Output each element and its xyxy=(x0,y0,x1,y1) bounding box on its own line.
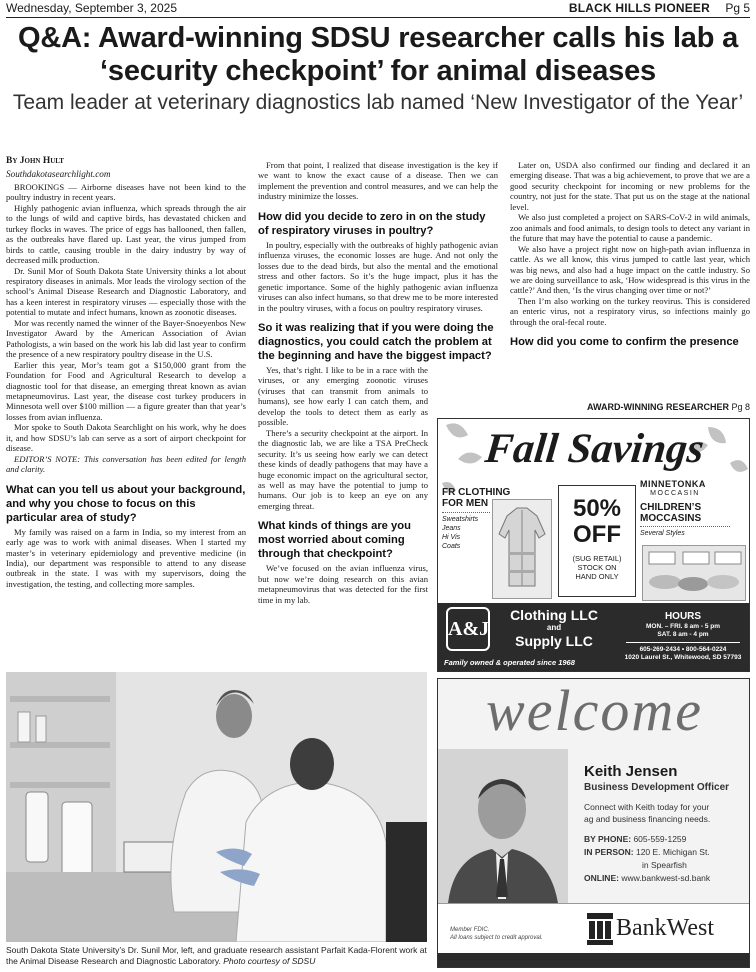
question-heading: So it was realizing that if you were doing the diagnostics, you could catch the problem at the beginning and have the biggest impact? xyxy=(258,321,494,362)
paragraph: Yes, that’s right. I like to be in a race with the viruses, or any emerging zoonotic viruses (viruses that can transmit from animals to humans), see how early I can catch them, and develop the tools to detect them as early as possible. xyxy=(258,364,428,428)
paragraph: My family was raised on a farm in India, so my interest from an early age was to work with animal diseases. When I started my master’s in veterinary epidemiology and preventive medicine (in India), our department was responsible to attend to any disease outbreak in the state. I was with my supervisors, doing the investigation, the testing, and collecting more samples. xyxy=(6,526,246,589)
fdic-note xyxy=(450,926,543,942)
paragraph: Mor spoke to South Dakota Searchlight on his work, why he does it, and how SDSU’s lab can serve as a sort of airport checkpoint for disease. xyxy=(6,422,246,454)
connect-line: ag and business financing needs. xyxy=(584,814,711,824)
jump-page: Pg 8 xyxy=(731,402,750,412)
online-value[interactable]: www.bankwest-sd.bank xyxy=(621,873,711,883)
question-heading: How did you come to confirm the presence xyxy=(510,336,739,349)
fdic-line: All loans subject to credit approval. xyxy=(450,935,543,941)
officer-name: Keith Jensen xyxy=(584,763,678,780)
byline: By John Hult xyxy=(6,156,64,166)
fr-item: Coats xyxy=(442,543,461,550)
store-tagline: Family owned & operated since 1968 xyxy=(444,658,575,667)
fall-savings-ad[interactable] xyxy=(437,418,750,672)
jump-label: AWARD-WINNING RESEARCHER xyxy=(586,402,729,412)
question-heading: What kinds of things are you most worried about coming through that checkpoint? xyxy=(258,520,411,561)
aj-logo: A&J xyxy=(446,607,490,651)
fr-item: Sweatshirts xyxy=(442,516,479,523)
photo-caption xyxy=(6,945,427,967)
fr-title: FR CLOTHING xyxy=(442,487,511,498)
store-name-2: Supply LLC xyxy=(515,633,593,649)
page-header xyxy=(6,0,750,18)
contact-online[interactable] xyxy=(584,872,750,885)
welcome-script: welcome xyxy=(486,678,703,743)
fdic-line: Member FDIC. xyxy=(450,927,490,933)
minnetonka-sub: MOCCASIN xyxy=(650,490,700,497)
contact-phone xyxy=(584,833,750,846)
divider xyxy=(626,642,740,643)
paragraph: Dr. Sunil Mor of South Dakota State University thinks a lot about respiratory diseases in animals. Mor leads the virology section of the school’s Animal Disease Research and Diagnostic Laboratory, and has a keen interest in respiratory viruses — especially those with the potential to mutate and infect humans, known as zoonotic diseases. xyxy=(6,265,246,318)
jacket-icon xyxy=(493,500,551,598)
discount-note: HAND ONLY xyxy=(575,572,619,581)
person-value: 120 E. Michigan St. xyxy=(635,847,710,857)
article-column-3 xyxy=(510,160,750,351)
paragraph: From that point, I realized that disease investigation is the key if we want to know the exact cause of a disease. Then we can implement the prevention and control measures, and we can help the industry minimize the losses. xyxy=(258,160,498,202)
hours-title: HOURS xyxy=(664,611,702,622)
paragraph: Later on, USDA also confirmed our finding and declared it an emerging disease. That was a big achievement, to prove that we are a good security checkpoint for incoming or new problems for the country, not just for the state. That put us on the stage at the national level. xyxy=(510,160,750,212)
divider xyxy=(442,512,490,513)
paragraph: Then I’m also working on the turkey reovirus. This is considered an enteric virus, not a respiratory virus, so infections mainly go through the oral-fecal route. xyxy=(510,295,750,327)
editors-note: EDITOR’S NOTE: This conversation has been edited for length and clarity. xyxy=(6,453,246,475)
store-phones: 605-269-2434 • 800-564-0224 xyxy=(639,646,727,653)
moccasin-image xyxy=(642,545,746,601)
store-address: 1020 Laurel St., Whitewood, SD 57793 xyxy=(624,654,742,661)
question-heading: What can you tell us about your background, and why you chose to focus on this particular area of study? xyxy=(6,483,246,524)
phone-value: 605-559-1259 xyxy=(633,834,687,844)
bank-name: BankWest xyxy=(616,915,715,941)
lab-photo xyxy=(6,672,427,942)
fr-jacket-image xyxy=(492,499,552,599)
discount-off: OFF xyxy=(573,521,621,548)
phone-label: BY PHONE: xyxy=(584,834,632,844)
lab-scene xyxy=(6,672,427,942)
store-name-1: Clothing LLC xyxy=(510,607,598,623)
bankwest-ad[interactable] xyxy=(437,678,750,968)
fr-title: FOR MEN xyxy=(442,498,489,509)
kids-title: CHILDREN’S xyxy=(640,502,702,513)
kids-title: MOCCASINS xyxy=(640,513,702,524)
store-name xyxy=(494,607,614,649)
caption-text: South Dakota State University’s Dr. Sunil Mor, left, and graduate research assistant Parfait Kada-Florent work at the Animal Disease Research and Diagnostic Laboratory. xyxy=(6,945,427,966)
officer-role: Business Development Officer xyxy=(584,782,730,793)
moccasin-block xyxy=(640,479,748,538)
article-column-1 xyxy=(6,156,246,589)
paragraph: We’ve focused on the avian influenza virus, but now we’re doing research on this avian metapneumovirus that was detected for the first time in my lab. xyxy=(258,563,428,605)
online-label: ONLINE: xyxy=(584,873,619,883)
paragraph: BROOKINGS — Airborne diseases have not been kind to the poultry industry in recent years. xyxy=(6,181,246,203)
fr-item: Jeans xyxy=(442,525,461,532)
question-heading: How did you decide to zero in on the study of respiratory viruses in poultry? xyxy=(258,210,486,237)
page-number: Pg 5 xyxy=(725,1,750,15)
connect-line: Connect with Keith today for your xyxy=(584,802,710,812)
paragraph: Mor was recently named the winner of the Bayer-Snoeyenbos New Investigator Award by the American Association of Avian Pathologists, a win based on the work his lab did last year to confirm the presence of a new respiratory poultry disease in the U.S. xyxy=(6,317,246,360)
hours-line: SAT. 8 am - 4 pm xyxy=(657,631,709,638)
paragraph: Earlier this year, Mor’s team got a $150,000 grant from the Foundation for Food and Agricultural Research to develop a diagnostic tool for that disease, an emerging threat known as avian metapneumovirus. Last year, the disease cost turkey producers in Minnesota well over $100 million — a figure greater than that year’s losses from avian influenza. xyxy=(6,359,246,422)
store-hours xyxy=(618,611,748,662)
narrow-answer xyxy=(258,365,428,605)
officer-info xyxy=(584,763,750,885)
kids-styles: Several Styles xyxy=(640,530,685,537)
minnetonka-logo: MINNETONKA xyxy=(640,479,706,489)
portrait-figure xyxy=(438,749,568,903)
shoe-icon xyxy=(643,546,745,600)
jump-line[interactable] xyxy=(510,402,750,412)
discount-note: (SUG RETAIL) xyxy=(572,554,622,563)
bankwest-bottom-bar xyxy=(438,953,750,968)
paragraph: In poultry, especially with the outbreaks of highly pathogenic avian influenza viruses, the economic losses are huge. And not only the losses due to the dead birds, but also the mental and the emotional stress and other factors. So it’s the huge impact, plus it has the genetic importance. Some of the highly pathogenic avian influenza viruses can also infect humans, so that drew me to be more interested in the poultry viruses, with a focus on poultry respiratory viruses. xyxy=(258,239,498,313)
discount-percent: 50% xyxy=(572,495,622,522)
portrait-photo xyxy=(438,749,568,903)
byline-site: Southdakotasearchlight.com xyxy=(6,169,111,180)
bankwest-logo[interactable] xyxy=(586,912,746,948)
divider xyxy=(640,526,730,527)
paragraph: There’s a security checkpoint at the airport. In the diagnostic lab, we are like a TSA PreCheck security. It’s us seeing how early we can detect these kinds of deadly pathogens that may have a huge economic impact on the agricultural sector, as well as may have the potential to jump to humans. Our job is to keep an eye on any emerging threat. xyxy=(258,427,428,511)
contact-person xyxy=(584,846,750,859)
paragraph: Highly pathogenic avian influenza, which spreads through the air to the lungs of wild and captive birds, has devastated chicken and turkey flocks in waves. The price of eggs has ballooned, then fallen, as the outbreaks have flared up. Last year, the virus jumped from birds to cattle, causing trouble in the dairy industry by way of decreased milk production. xyxy=(6,202,246,266)
paper-name: BLACK HILLS PIONEER xyxy=(568,1,710,15)
person-value-2: in Spearfish xyxy=(642,860,687,870)
subheadline: Team leader at veterinary diagnostics lab named ‘New Investigator of the Year’ xyxy=(12,91,744,114)
bank-building-icon xyxy=(586,912,614,946)
person-label: IN PERSON: xyxy=(584,847,634,857)
ad-title: Fall Savings xyxy=(482,426,707,472)
paragraph: We also have a project right now on high-path avian influenza in cattle. As we all know, this virus jumped to cattle last year, which was big news, and also had a huge impact on the cattle industry. So we are doing surveillance to ask, ‘How widespread is this virus in the cattle?’ And then, ‘Is the virus changing over time or not?’ xyxy=(510,243,750,296)
issue-date: Wednesday, September 3, 2025 xyxy=(6,1,177,15)
photo-credit: Photo courtesy of SDSU xyxy=(223,956,316,966)
paragraph: We also just completed a project on SARS-CoV-2 in wild animals, zoo animals and food animals, to design tools to detect any variant in the future that may have the potential to cause a pandemic. xyxy=(510,212,750,244)
store-name-and: and xyxy=(546,623,562,632)
discount-box xyxy=(558,485,636,597)
fr-item: Hi Vis xyxy=(442,534,461,541)
discount-note: STOCK ON xyxy=(577,563,617,572)
store-banner xyxy=(438,603,750,672)
hours-line: MON. – FRI. 8 am - 5 pm xyxy=(645,623,721,630)
headline: Q&A: Award-winning SDSU researcher calls his lab a ‘security checkpoint’ for animal diseases xyxy=(17,22,739,87)
